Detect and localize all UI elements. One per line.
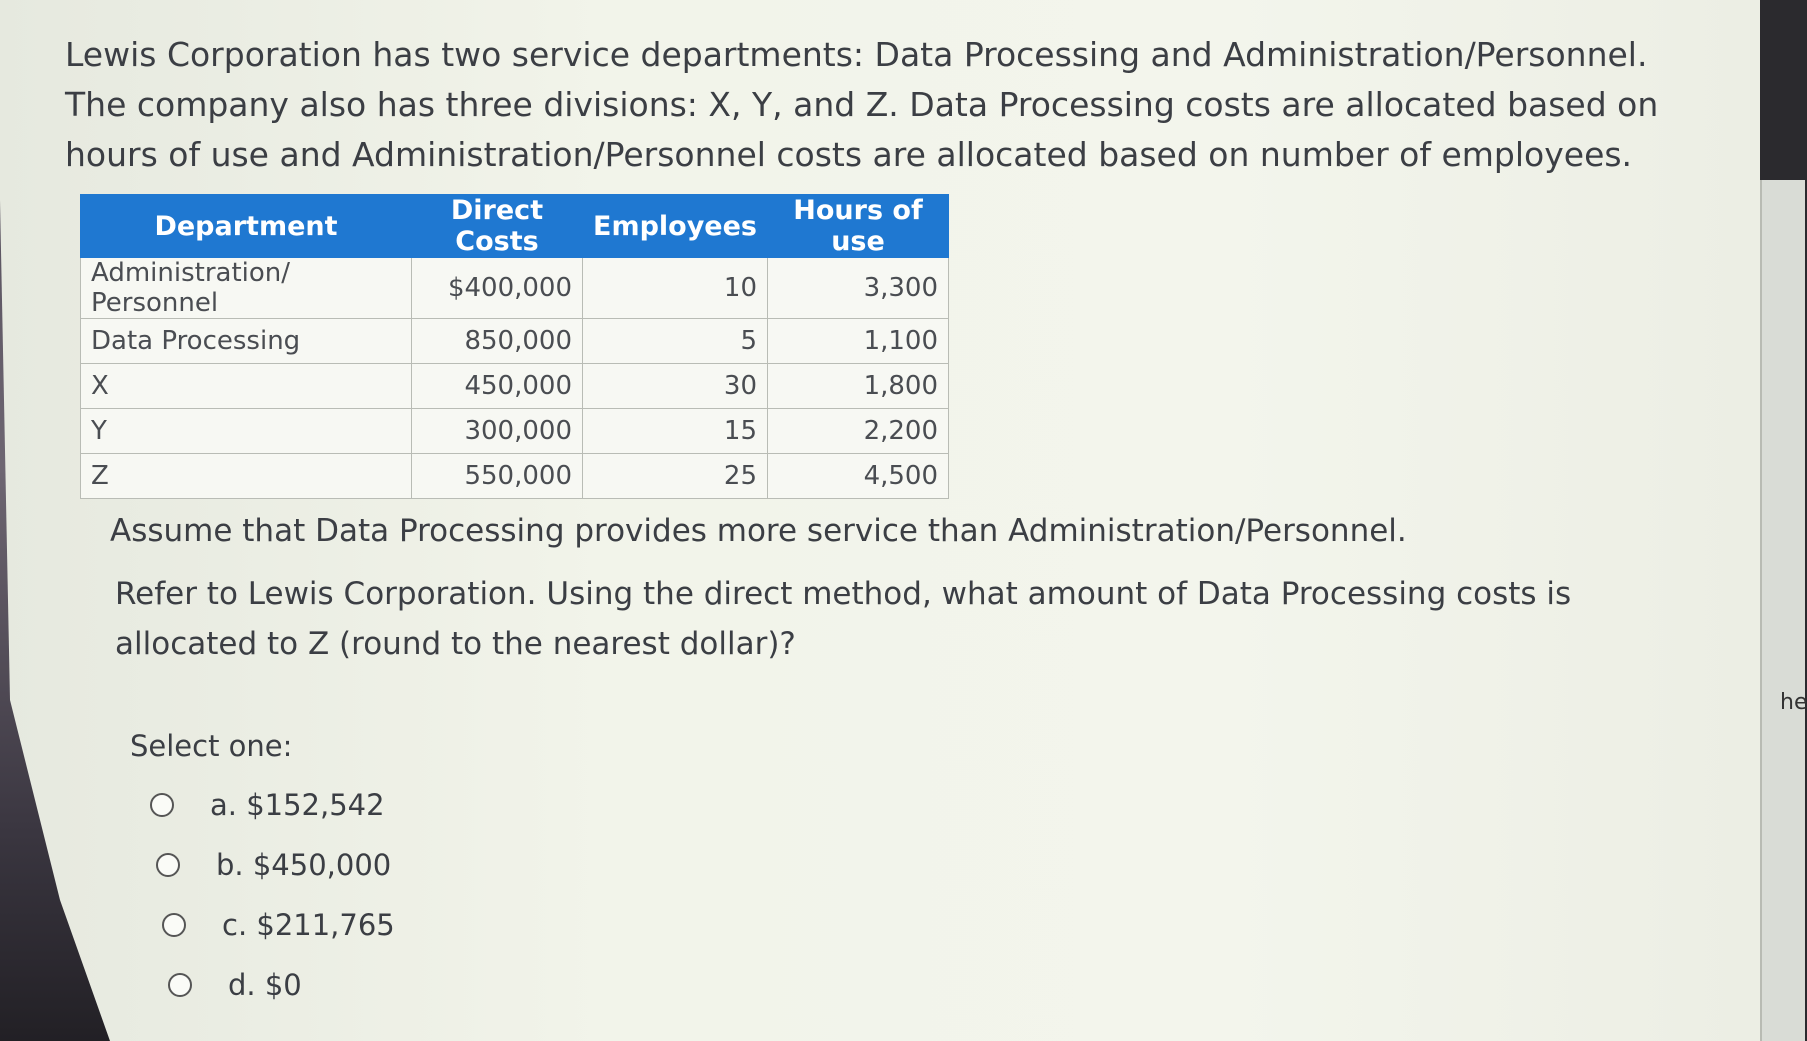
assumption-text: Assume that Data Processing provides more service than Administration/Personnel. xyxy=(110,513,1407,549)
table-header-row xyxy=(81,195,949,258)
option-d-label: d. $0 xyxy=(228,968,302,1002)
answer-options xyxy=(150,775,1705,1015)
cell-direct-costs: $400,000 xyxy=(412,258,583,319)
radio-button-d[interactable] xyxy=(168,973,192,997)
header-direct-costs: Direct Costs xyxy=(412,195,583,258)
cell-employees: 10 xyxy=(583,258,768,319)
cell-hours: 1,100 xyxy=(768,319,949,364)
question-content xyxy=(65,30,1705,1015)
radio-button-b[interactable] xyxy=(156,853,180,877)
cell-department: Y xyxy=(81,409,412,454)
cell-hours: 3,300 xyxy=(768,258,949,319)
table-row xyxy=(81,319,949,364)
radio-button-c[interactable] xyxy=(162,913,186,937)
intro-text: Lewis Corporation has two service departments: Data Processing and Administration/Personnel. The company also has three divisions: X, Y, and Z. Data Processing costs are allocated based on hours of use and Administration/Personnel costs are allocated based on number of employees. xyxy=(65,35,1659,174)
cell-hours: 2,200 xyxy=(768,409,949,454)
option-b-label: b. $450,000 xyxy=(216,848,392,882)
table-row xyxy=(81,409,949,454)
question-text: Refer to Lewis Corporation. Using the direct method, what amount of Data Processing costs is allocated to Z (round to the nearest dollar)? xyxy=(115,576,1572,662)
table-row xyxy=(81,454,949,499)
option-c[interactable] xyxy=(162,895,1705,955)
cell-direct-costs: 550,000 xyxy=(412,454,583,499)
cell-employees: 15 xyxy=(583,409,768,454)
select-one-label: Select one: xyxy=(130,729,293,763)
header-department: Department xyxy=(81,195,412,258)
cell-department: X xyxy=(81,364,412,409)
cell-employees: 25 xyxy=(583,454,768,499)
option-b[interactable] xyxy=(156,835,1705,895)
cell-department: Administration/ Personnel xyxy=(81,258,412,319)
option-a[interactable] xyxy=(150,775,1705,835)
side-panel xyxy=(1760,180,1805,1041)
cell-employees: 5 xyxy=(583,319,768,364)
header-hours: Hours of use xyxy=(768,195,949,258)
cell-hours: 4,500 xyxy=(768,454,949,499)
option-d[interactable] xyxy=(168,955,1705,1015)
cell-direct-costs: 450,000 xyxy=(412,364,583,409)
cell-employees: 30 xyxy=(583,364,768,409)
radio-button-a[interactable] xyxy=(150,793,174,817)
side-panel-text: he xyxy=(1780,690,1807,715)
cell-department: Data Processing xyxy=(81,319,412,364)
cell-department: Z xyxy=(81,454,412,499)
option-c-label: c. $211,765 xyxy=(222,908,395,942)
table-row xyxy=(81,364,949,409)
cell-direct-costs: 850,000 xyxy=(412,319,583,364)
table-row xyxy=(81,258,949,319)
cell-hours: 1,800 xyxy=(768,364,949,409)
cost-table xyxy=(80,194,949,499)
option-a-label: a. $152,542 xyxy=(210,788,385,822)
header-employees: Employees xyxy=(583,195,768,258)
cell-direct-costs: 300,000 xyxy=(412,409,583,454)
